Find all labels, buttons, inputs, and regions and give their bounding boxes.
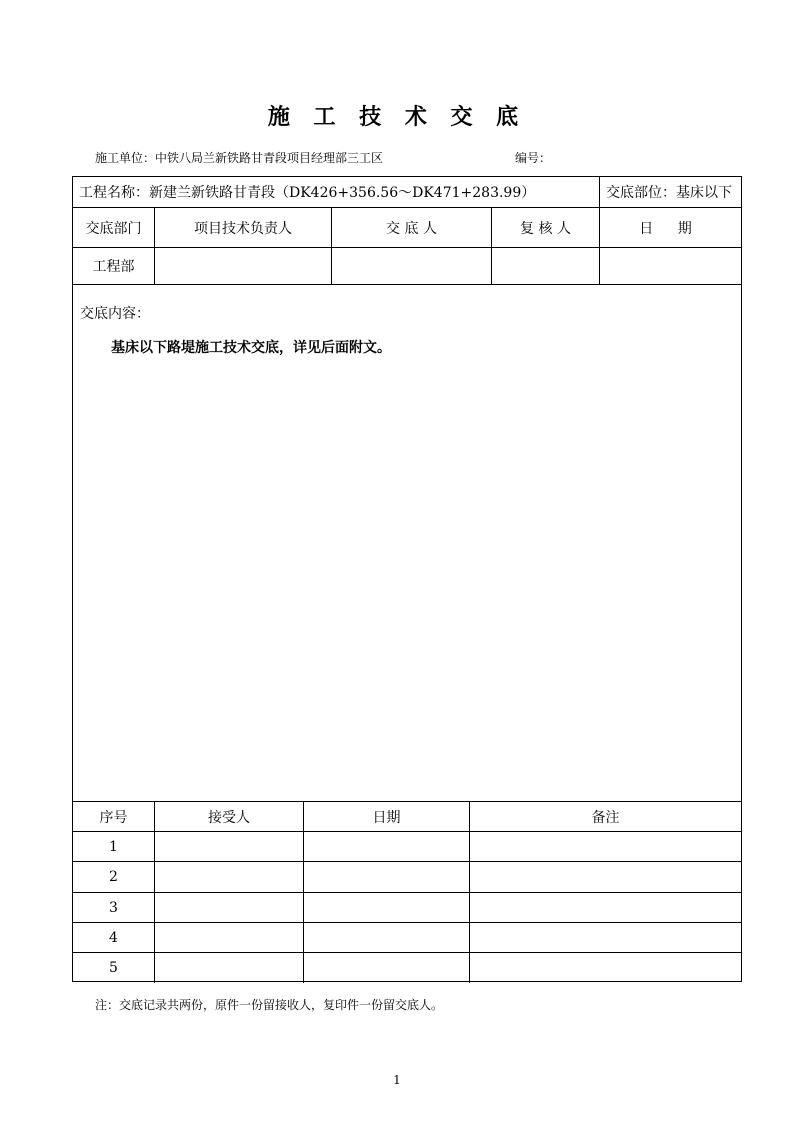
seq-header: 序号 bbox=[99, 809, 128, 826]
location-label: 交底部位： bbox=[606, 185, 676, 201]
code-label: 编号： bbox=[515, 151, 552, 165]
row-divider bbox=[73, 831, 741, 832]
tech-lead-header: 项目技术负责人 bbox=[194, 220, 292, 237]
date-header: 日 期 bbox=[639, 220, 702, 237]
table-row-number: 4 bbox=[109, 929, 118, 946]
footnote: 注：交底记录共两份，原件一份留接收人，复印件一份留交底人。 bbox=[95, 998, 444, 1012]
row-divider bbox=[73, 247, 741, 248]
row-divider bbox=[73, 861, 741, 862]
page-number: 1 bbox=[393, 1073, 401, 1087]
document-title: 施 工 技 术 交 底 bbox=[267, 104, 527, 130]
row-divider bbox=[73, 284, 741, 285]
row-divider bbox=[73, 922, 741, 923]
table-row-number: 3 bbox=[109, 899, 118, 916]
content-label: 交底内容： bbox=[80, 306, 150, 322]
table-row-number: 5 bbox=[109, 959, 118, 976]
project-name-value: 新建兰新铁路甘青段（DK426+356.56～DK471+283.99） bbox=[149, 185, 536, 201]
row-divider bbox=[73, 892, 741, 893]
project-name-label: 工程名称： bbox=[79, 185, 149, 201]
project-name-cell bbox=[73, 177, 599, 207]
table-row-number: 1 bbox=[109, 838, 118, 855]
department-header: 交底部门 bbox=[85, 220, 142, 237]
discloser-header: 交 底 人 bbox=[386, 220, 437, 237]
disclosure-form bbox=[72, 176, 742, 982]
receipt-date-header: 日期 bbox=[372, 809, 401, 826]
location-value: 基床以下 bbox=[676, 185, 732, 201]
receiver-header: 接受人 bbox=[208, 809, 250, 826]
remark-header: 备注 bbox=[591, 809, 620, 826]
reviewer-header: 复 核 人 bbox=[520, 220, 571, 237]
row-divider bbox=[73, 952, 741, 953]
location-cell bbox=[600, 177, 743, 207]
construction-unit: 施工单位：中铁八局兰新铁路甘青段项目经理部三工区 bbox=[95, 151, 384, 165]
table-row-number: 2 bbox=[109, 869, 118, 885]
department-value: 工程部 bbox=[92, 259, 135, 275]
content-text: 基床以下路堤施工技术交底，详见后面附文。 bbox=[111, 340, 391, 356]
